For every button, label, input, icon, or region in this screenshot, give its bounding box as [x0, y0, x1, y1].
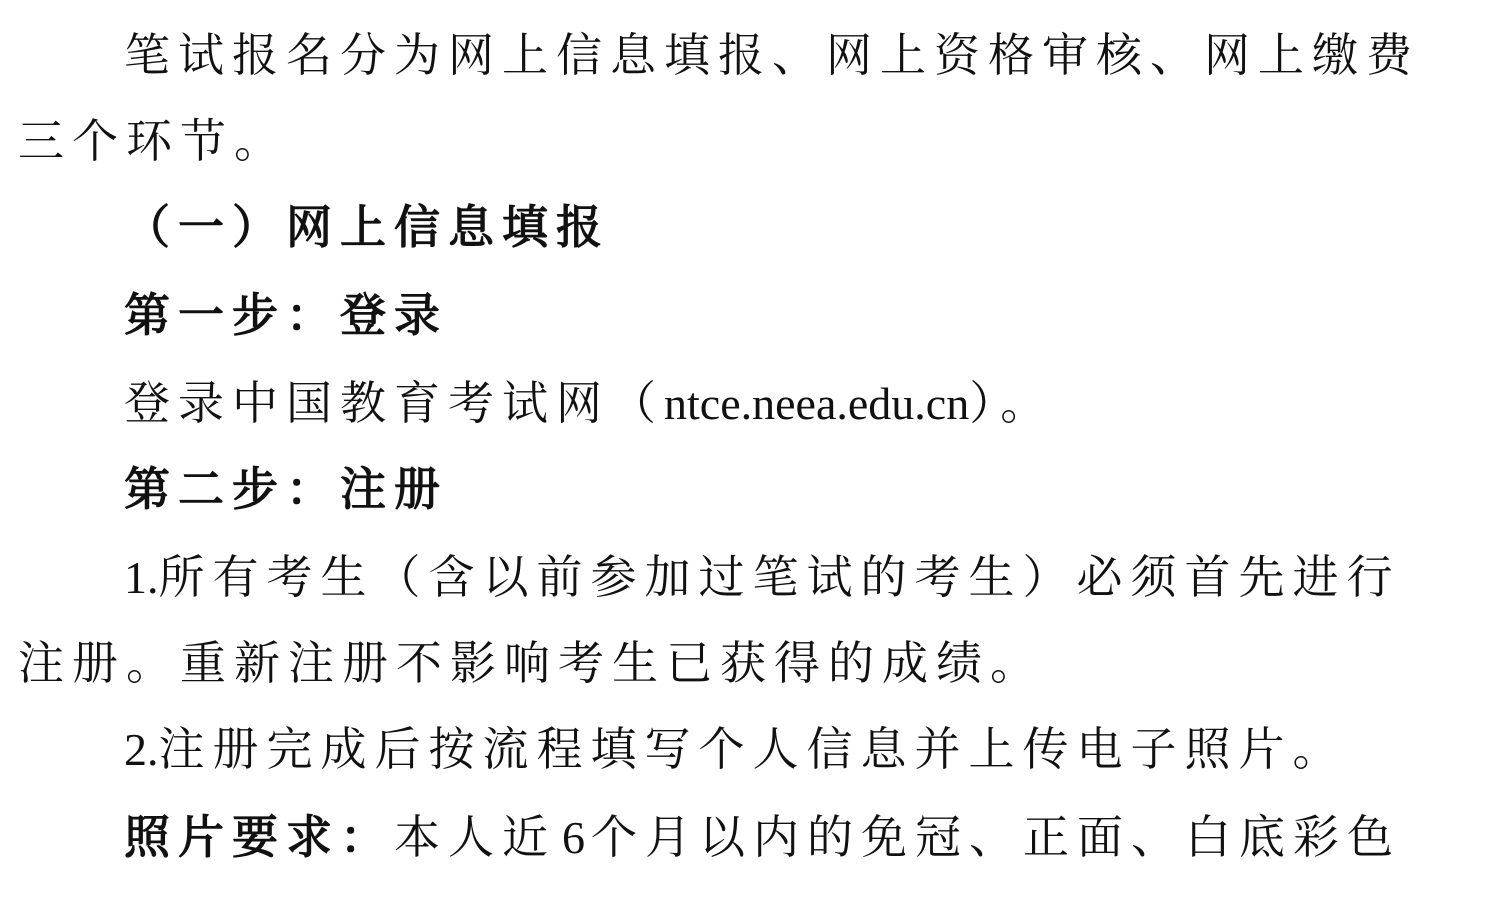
step-1-text-suffix: ）。 — [969, 376, 1055, 430]
section-heading-text: （一）网上信息填报 — [124, 200, 610, 254]
section-heading — [124, 200, 610, 254]
photo-requirement — [124, 810, 1401, 864]
intro-text-continued: 三个环节。 — [18, 114, 288, 168]
step-1-heading-text: 第一步：登录 — [124, 288, 448, 342]
item-1-number: 1. — [124, 552, 159, 603]
photo-requirement-label: 照片要求： — [124, 810, 394, 864]
intro-text: 笔试报名分为网上信息填报、网上资格审核、网上缴费 — [124, 28, 1420, 82]
item-2-text: 注册完成后按流程填写个人信息并上传电子照片。 — [158, 722, 1347, 776]
item-1-line-1 — [124, 550, 1401, 604]
item-2 — [124, 722, 1347, 776]
item-1-line-2 — [18, 636, 1044, 690]
item-2-number: 2. — [124, 724, 159, 775]
website-url: ntce.neea.edu.cn — [664, 378, 970, 429]
step-1-text — [124, 376, 1055, 430]
step-2-heading — [124, 462, 448, 516]
step-2-heading-text: 第二步：注册 — [124, 462, 448, 516]
item-1-text-continued: 注册。重新注册不影响考生已获得的成绩。 — [18, 636, 1044, 690]
intro-paragraph-line-2 — [18, 114, 288, 168]
photo-requirement-text: 个月以内的免冠、正面、白底彩色 — [591, 810, 1401, 864]
item-1-text: 所有考生（含以前参加过笔试的考生）必须首先进行 — [158, 550, 1401, 604]
photo-requirement-prefix: 本人近 — [394, 810, 556, 864]
intro-paragraph-line-1 — [124, 28, 1420, 82]
step-1-text-prefix: 登录中国教育考试网（ — [124, 376, 664, 430]
step-1-heading — [124, 288, 448, 342]
photo-months-number: 6 — [562, 812, 585, 863]
